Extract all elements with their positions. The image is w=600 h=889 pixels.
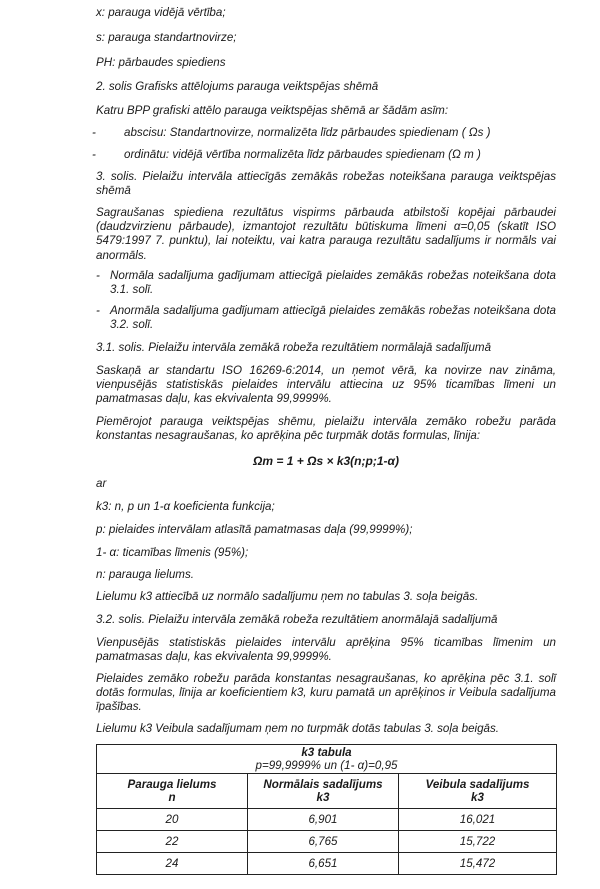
table-row — [97, 831, 557, 853]
normal-case-text: Normāla sadalījuma gadījumam attiecīgā pielaides zemākās robežas noteikšana dota 3.1. solī. — [110, 269, 556, 297]
def-alpha: 1- α: ticamības līmenis (95%); — [96, 546, 249, 559]
col-header-normal: Normālais sadalījums k3 — [248, 774, 399, 809]
step2-text: Katru BPP grafiski attēlo parauga veiktspējas shēmā ar šādām asīm: — [96, 104, 449, 117]
step32-text2: Pielaides zemāko robežu parāda konstantas nesagraušanas, ko aprēķina pēc 3.1. solī dotās formulas, līnija ar koeficientiem k3, kuru pamatā un aprēķinos ir Veibula sadalījuma īpašības. — [96, 672, 556, 714]
formula: Ωm = 1 + Ωs × k3(n;p;1-α) — [253, 454, 399, 468]
step31-text: Saskaņā ar standartu ISO 16269-6:2014, un ņemot vērā, ka novirze nav zināma, vienpusējās statistiskās pielaides intervālu attiecina uz 95% ticamības līmeni un pamatmasas daļu, kas ekvivalenta 99,9999%. — [96, 364, 556, 406]
k3-weibull-note: Lielumu k3 Veibula sadalījumam ņem no turpmāk dotās tabulas 3. soļa beigās. — [96, 722, 500, 735]
step3-text: Sagraušanas spiediena rezultātus vispirms pārbauda atbilstoši kopējai pārbaudei (daudzvirzienu pārbaude), izmantojot rezultātu būtiskuma līmeni α=0,05 (skatīt ISO 5479:1997 7. punktu), lai noteiktu, vai katra parauga rezultātu sadalījums ir normāls vai anormāls. — [96, 206, 556, 262]
def-s: s: parauga standartnovirze; — [96, 31, 237, 44]
def-x: x: parauga vidējā vērtība; — [96, 6, 226, 19]
cell-weibull: 15,472 — [399, 853, 557, 875]
cell-normal: 6,651 — [248, 853, 399, 875]
abnormal-case — [96, 304, 556, 332]
step2-heading: 2. solis Grafisks attēlojums parauga veiktspējas shēmā — [96, 80, 379, 93]
table-row — [97, 809, 557, 831]
k3-table-title-cell — [97, 745, 557, 774]
normal-case — [96, 269, 556, 297]
cell-n: 22 — [97, 831, 248, 853]
col-header-weibull: Veibula sadalījums k3 — [399, 774, 557, 809]
k3-table — [96, 744, 557, 875]
table-row — [97, 853, 557, 875]
def-p: p: pielaides intervālam atlasītā pamatmasas daļa (99,9999%); — [96, 523, 413, 536]
axis-ordinate-text: ordinātu: vidējā vērtība normalizēta līdz pārbaudes spiedienam (Ω m ) — [124, 148, 481, 161]
axis-ordinate — [92, 148, 556, 162]
k3-table-subtitle: p=99,9999% un (1- α)=0,95 — [255, 759, 398, 772]
def-ph: PH: pārbaudes spiediens — [96, 56, 226, 69]
cell-weibull: 15,722 — [399, 831, 557, 853]
dash-bullet: - — [92, 148, 96, 161]
cell-normal: 6,765 — [248, 831, 399, 853]
step32-heading: 3.2. solis. Pielaižu intervāla zemākā robeža rezultātiem anormālajā sadalījumā — [96, 613, 498, 626]
def-n: n: parauga lielums. — [96, 568, 194, 581]
k3-table-title-row — [97, 745, 557, 774]
dash-bullet: - — [96, 304, 100, 317]
step31-heading: 3.1. solis. Pielaižu intervāla zemākā robeža rezultātiem normālajā sadalījumā — [96, 341, 492, 354]
def-k3: k3: n, p un 1-α koeficienta funkcija; — [96, 500, 275, 513]
k3-table-title: k3 tabula — [301, 746, 352, 759]
k3-table-header-row — [97, 774, 557, 809]
col-header-n: Parauga lielums n — [97, 774, 248, 809]
axis-abscissa-text: abscisu: Standartnovirze, normalizēta līdz pārbaudes spiedienam ( Ωs ) — [124, 126, 491, 139]
dash-bullet: - — [92, 126, 96, 139]
formula-ar: ar — [96, 477, 107, 490]
abnormal-case-text: Anormāla sadalījuma gadījumam attiecīgā pielaides zemākās robežas noteikšana dota 3.2. solī. — [110, 304, 556, 332]
k3-normal-note: Lielumu k3 attiecībā uz normālo sadalījumu ņem no tabulas 3. soļa beigās. — [96, 590, 479, 603]
axis-abscissa — [92, 126, 556, 140]
step31-formula-intro: Piemērojot parauga veiktspējas shēmu, pielaižu intervāla zemāko robežu parāda konstantas nesagraušanas, ko aprēķina pēc turpmāk dotās formulas, līnija: — [96, 415, 556, 443]
step3-heading: 3. solis. Pielaižu intervāla attiecīgās zemākās robežas noteikšana parauga veiktspējas shēmā — [96, 170, 556, 198]
dash-bullet: - — [96, 269, 100, 282]
cell-n: 20 — [97, 809, 248, 831]
cell-normal: 6,901 — [248, 809, 399, 831]
cell-n: 24 — [97, 853, 248, 875]
step32-text: Vienpusējās statistiskās pielaides intervālu aprēķina 95% ticamības līmenim un pamatmasas daļu, kas ekvivalenta 99,9999%. — [96, 636, 556, 664]
cell-weibull: 16,021 — [399, 809, 557, 831]
